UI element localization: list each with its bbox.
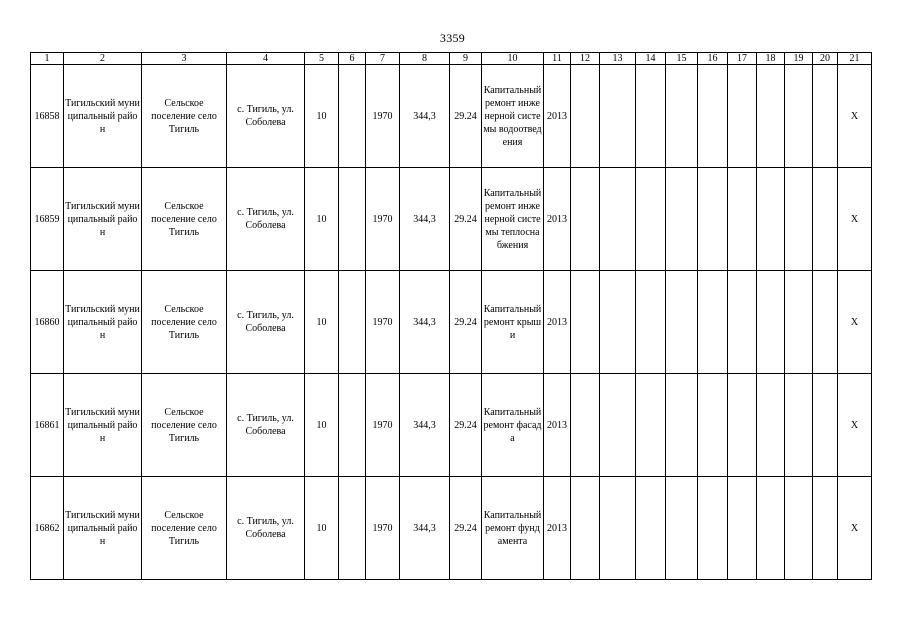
year-cell: 1970 [366, 168, 400, 271]
column-header: 19 [785, 53, 813, 65]
page-number: 3359 [439, 31, 466, 45]
column-header: 21 [838, 53, 872, 65]
column-header: 8 [400, 53, 450, 65]
col17-cell [728, 271, 757, 374]
address-cell: с. Тигиль, ул. Соболева [227, 65, 305, 168]
col17-cell [728, 65, 757, 168]
col13-cell [600, 65, 636, 168]
col14-cell [636, 168, 666, 271]
col5-cell: 10 [305, 65, 339, 168]
col19-cell [785, 65, 813, 168]
col18-cell [757, 168, 785, 271]
col16-cell [698, 65, 728, 168]
column-header: 1 [31, 53, 64, 65]
col9-cell: 29.24 [450, 477, 482, 580]
plan-year-cell: 2013 [544, 65, 571, 168]
area-cell: 344,3 [400, 271, 450, 374]
row-number-cell: 16861 [31, 374, 64, 477]
col16-cell [698, 168, 728, 271]
mark-cell: X [838, 374, 872, 477]
col12-cell [571, 65, 600, 168]
address-cell: с. Тигиль, ул. Соболева [227, 374, 305, 477]
col15-cell [666, 65, 698, 168]
column-header: 16 [698, 53, 728, 65]
work-type-cell: Капитальный ремонт крыши [482, 271, 544, 374]
col6-cell [339, 65, 366, 168]
district-cell: Тигильский муниципальный район [64, 65, 142, 168]
col12-cell [571, 168, 600, 271]
col5-cell: 10 [305, 168, 339, 271]
col13-cell [600, 374, 636, 477]
column-header: 7 [366, 53, 400, 65]
area-cell: 344,3 [400, 374, 450, 477]
mark-cell: X [838, 168, 872, 271]
mark-cell: X [838, 477, 872, 580]
table-row [31, 65, 872, 168]
work-type-cell: Капитальный ремонт фундамента [482, 477, 544, 580]
column-header: 14 [636, 53, 666, 65]
table-row [31, 168, 872, 271]
col15-cell [666, 374, 698, 477]
col16-cell [698, 477, 728, 580]
column-header: 4 [227, 53, 305, 65]
table-row [31, 477, 872, 580]
area-cell: 344,3 [400, 65, 450, 168]
col20-cell [813, 374, 838, 477]
column-header: 6 [339, 53, 366, 65]
address-cell: с. Тигиль, ул. Соболева [227, 271, 305, 374]
col6-cell [339, 168, 366, 271]
col14-cell [636, 271, 666, 374]
col5-cell: 10 [305, 271, 339, 374]
col17-cell [728, 168, 757, 271]
work-type-cell: Капитальный ремонт фасада [482, 374, 544, 477]
col15-cell [666, 271, 698, 374]
col5-cell: 10 [305, 477, 339, 580]
col20-cell [813, 271, 838, 374]
settlement-cell: Сельское поселение село Тигиль [142, 65, 227, 168]
district-cell: Тигильский муниципальный район [64, 168, 142, 271]
column-header: 2 [64, 53, 142, 65]
plan-year-cell: 2013 [544, 271, 571, 374]
work-type-cell: Капитальный ремонт инженерной системы водоотведения [482, 65, 544, 168]
column-header: 15 [666, 53, 698, 65]
col14-cell [636, 374, 666, 477]
mark-cell: X [838, 65, 872, 168]
col6-cell [339, 271, 366, 374]
col14-cell [636, 477, 666, 580]
plan-year-cell: 2013 [544, 374, 571, 477]
table-row [31, 271, 872, 374]
col19-cell [785, 477, 813, 580]
plan-year-cell: 2013 [544, 168, 571, 271]
year-cell: 1970 [366, 65, 400, 168]
col16-cell [698, 271, 728, 374]
year-cell: 1970 [366, 374, 400, 477]
col12-cell [571, 271, 600, 374]
col12-cell [571, 477, 600, 580]
col19-cell [785, 168, 813, 271]
col6-cell [339, 374, 366, 477]
col9-cell: 29.24 [450, 271, 482, 374]
column-header: 9 [450, 53, 482, 65]
column-header: 11 [544, 53, 571, 65]
mark-cell: X [838, 271, 872, 374]
col18-cell [757, 374, 785, 477]
row-number-cell: 16858 [31, 65, 64, 168]
col18-cell [757, 477, 785, 580]
registry-table [30, 52, 872, 580]
settlement-cell: Сельское поселение село Тигиль [142, 477, 227, 580]
table-row [31, 374, 872, 477]
col19-cell [785, 374, 813, 477]
col14-cell [636, 65, 666, 168]
col17-cell [728, 374, 757, 477]
table-body [31, 65, 872, 580]
plan-year-cell: 2013 [544, 477, 571, 580]
column-header: 3 [142, 53, 227, 65]
settlement-cell: Сельское поселение село Тигиль [142, 271, 227, 374]
row-number-cell: 16862 [31, 477, 64, 580]
col9-cell: 29.24 [450, 65, 482, 168]
district-cell: Тигильский муниципальный район [64, 477, 142, 580]
col20-cell [813, 65, 838, 168]
district-cell: Тигильский муниципальный район [64, 271, 142, 374]
column-header: 18 [757, 53, 785, 65]
district-cell: Тигильский муниципальный район [64, 374, 142, 477]
col6-cell [339, 477, 366, 580]
col13-cell [600, 477, 636, 580]
address-cell: с. Тигиль, ул. Соболева [227, 168, 305, 271]
col9-cell: 29.24 [450, 374, 482, 477]
col13-cell [600, 168, 636, 271]
header-row [31, 53, 872, 65]
table-header [31, 53, 872, 65]
col15-cell [666, 168, 698, 271]
column-header: 17 [728, 53, 757, 65]
col16-cell [698, 374, 728, 477]
settlement-cell: Сельское поселение село Тигиль [142, 374, 227, 477]
year-cell: 1970 [366, 477, 400, 580]
area-cell: 344,3 [400, 477, 450, 580]
column-header: 12 [571, 53, 600, 65]
col13-cell [600, 271, 636, 374]
col17-cell [728, 477, 757, 580]
col18-cell [757, 65, 785, 168]
column-header: 5 [305, 53, 339, 65]
col19-cell [785, 271, 813, 374]
address-cell: с. Тигиль, ул. Соболева [227, 477, 305, 580]
row-number-cell: 16859 [31, 168, 64, 271]
col20-cell [813, 477, 838, 580]
area-cell: 344,3 [400, 168, 450, 271]
column-header: 10 [482, 53, 544, 65]
settlement-cell: Сельское поселение село Тигиль [142, 168, 227, 271]
year-cell: 1970 [366, 271, 400, 374]
column-header: 20 [813, 53, 838, 65]
col15-cell [666, 477, 698, 580]
work-type-cell: Капитальный ремонт инженерной системы теплоснабжения [482, 168, 544, 271]
col18-cell [757, 271, 785, 374]
col20-cell [813, 168, 838, 271]
row-number-cell: 16860 [31, 271, 64, 374]
column-header: 13 [600, 53, 636, 65]
col5-cell: 10 [305, 374, 339, 477]
col12-cell [571, 374, 600, 477]
col9-cell: 29.24 [450, 168, 482, 271]
